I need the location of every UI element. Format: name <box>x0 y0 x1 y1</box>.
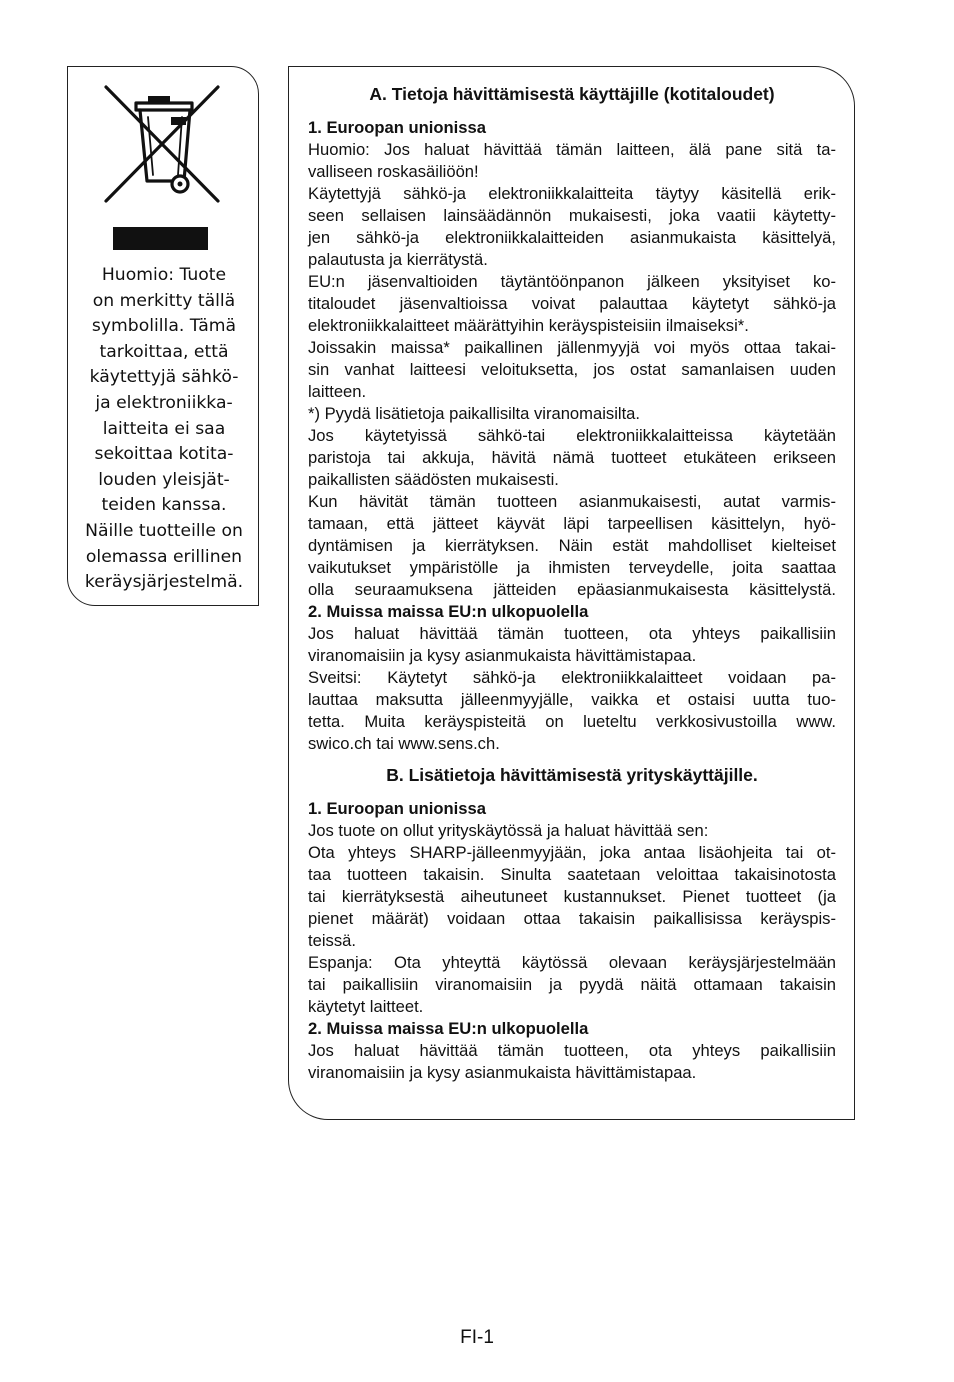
note-line: olemassa erillinen <box>85 546 243 567</box>
text-line: pienet määrät) voidaan ottaa takaisin paikallisissa keräyspis- <box>308 909 836 928</box>
text-line: lauttaa maksutta jälleenmyyjälle, vaikka et ostaisi uutta tuo- <box>308 690 836 709</box>
text-line: swico.ch tai www.sens.ch. <box>308 734 500 753</box>
note-line: tarkoittaa, että <box>99 341 229 362</box>
section-b-body <box>308 798 836 1084</box>
text-line: seen sellaisen lainsäädännön mukaisesti, joka vaatii käytetty- <box>308 206 836 225</box>
note-line: louden yleisjät- <box>98 469 230 490</box>
text-line: vaikutukset ympäristölle ja ihmisten terveydelle, joita saattaa <box>308 558 836 577</box>
note-line: käytettyjä sähkö- <box>89 367 239 388</box>
text-line: jen sähkö-ja elektroniikkalaitteiden asianmukaista käsittelyä, <box>308 228 836 247</box>
text-line: *) Pyydä lisätietoja paikallisilta viranomaisilta. <box>308 404 641 423</box>
text-line: dyntämisen ja kierrätyksen. Näin estät mahdolliset kielteiset <box>308 536 836 555</box>
text-line: EU:n jäsenvaltioiden täytäntöönpanon jälkeen yksityiset ko- <box>308 272 836 291</box>
text-line: Ota yhteys SHARP-jälleenmyyjään, joka antaa lisäohjeita tai ot- <box>308 843 836 862</box>
text-line: Espanja: Ota yhteyttä käytössä olevaan keräysjärjestelmään <box>308 953 836 972</box>
text-line: paikallisten säädösten mukaisesti. <box>308 470 559 489</box>
text-line: tai kierrätyksestä aiheutuneet kustannukset. Pienet tuotteet (ja <box>308 887 836 906</box>
weee-symbol-note <box>79 263 249 596</box>
text-line: Jos haluat hävittää tämän tuotteen, ota yhteys paikallisiin <box>308 1041 836 1060</box>
note-line: ja elektroniikka- <box>95 392 233 413</box>
note-line: sekoittaa kotita- <box>94 444 234 465</box>
weee-notice-box <box>67 66 259 606</box>
text-line: Huomio: Jos haluat hävittää tämän laitteen, älä pane sitä ta- <box>308 140 836 159</box>
note-line: Näille tuotteille on <box>85 520 243 541</box>
text-line: Jos haluat hävittää tämän tuotteen, ota yhteys paikallisiin <box>308 624 836 643</box>
text-line: teissä. <box>308 931 356 950</box>
section-a-body <box>308 117 836 755</box>
note-line: Huomio: Tuote <box>101 265 227 285</box>
note-line: teiden kanssa. <box>101 495 227 516</box>
black-marking-bar <box>113 227 208 250</box>
text-line: elektroniikkalaitteet määrättyihin keräyspisteisiin ilmaiseksi*. <box>308 316 749 335</box>
note-line: on merkitty tällä <box>92 290 236 311</box>
text-line: viranomaisiin ja kysy asianmukaista hävittämistapaa. <box>308 1063 697 1082</box>
text-line: laitteen. <box>308 382 367 401</box>
section-a-title: A. Tietoja hävittämisestä käyttäjille (kotitaloudet) <box>369 84 775 104</box>
subsection-heading: 1. Euroopan unionissa <box>308 118 486 137</box>
text-line: Kun hävität tämän tuotteen asianmukaisesti, autat varmis- <box>308 492 836 511</box>
crossed-out-wheelie-bin-icon <box>100 83 224 207</box>
text-line: sin vanhat laitteesi veloituksetta, jos ostat samanlaisen uuden <box>308 360 836 379</box>
text-line: olla seuraamuksena jätteiden epäasianmukaisesta käsittelystä. <box>308 580 836 599</box>
text-line: palautusta ja kierrätystä. <box>308 250 488 269</box>
text-line: tetta. Muita keräyspisteitä on lueteltu verkkosivustoilla www. <box>308 712 836 731</box>
text-line: Jos käytetyissä sähkö-tai elektroniikkalaitteissa käytetään <box>308 426 836 445</box>
note-line: laitteita ei saa <box>102 418 226 439</box>
text-line: tai paikallisiin viranomaisiin ja pyydä näitä ottamaan takaisin <box>308 975 836 994</box>
note-line: symbolilla. Tämä <box>91 316 237 337</box>
disposal-info-box <box>288 66 855 1120</box>
text-line: paristoja tai akkuja, hävitä nämä tuotteet etukäteen erikseen <box>308 448 836 467</box>
subsection-heading: 2. Muissa maissa EU:n ulkopuolella <box>308 602 589 621</box>
text-line: Joissakin maissa* paikallinen jällenmyyjä voi myös ottaa takai- <box>308 338 836 357</box>
text-line: tamaan, että jätteet käyvät läpi tarpeellisen käsittelyn, hyö- <box>308 514 836 533</box>
text-line: titaloudet jäsenvaltioissa voivat palauttaa käytetyt sähkö-ja <box>308 294 836 313</box>
page-number: FI-1 <box>460 1327 494 1348</box>
text-line: Jos tuote on ollut yrityskäytössä ja haluat hävittää sen: <box>308 821 709 840</box>
note-line: keräysjärjestelmä. <box>84 572 244 593</box>
text-line: viranomaisiin ja kysy asianmukaista hävittämistapaa. <box>308 646 697 665</box>
text-line: Sveitsi: Käytetyt sähkö-ja elektroniikkalaitteet voidaan pa- <box>308 668 836 687</box>
text-line: käytetyt laitteet. <box>308 997 424 1016</box>
subsection-heading: 1. Euroopan unionissa <box>308 799 486 818</box>
text-line: Käytettyjä sähkö-ja elektroniikkalaitteita täytyy käsitellä erik- <box>308 184 836 203</box>
text-line: valliseen roskasäiliöön! <box>308 162 479 181</box>
subsection-heading: 2. Muissa maissa EU:n ulkopuolella <box>308 1019 589 1038</box>
section-b-title: B. Lisätietoja hävittämisestä yrityskäyttäjille. <box>386 765 758 785</box>
text-line: taa tuotteen takaisin. Sinulta saatetaan veloittaa takaisinotosta <box>308 865 836 884</box>
